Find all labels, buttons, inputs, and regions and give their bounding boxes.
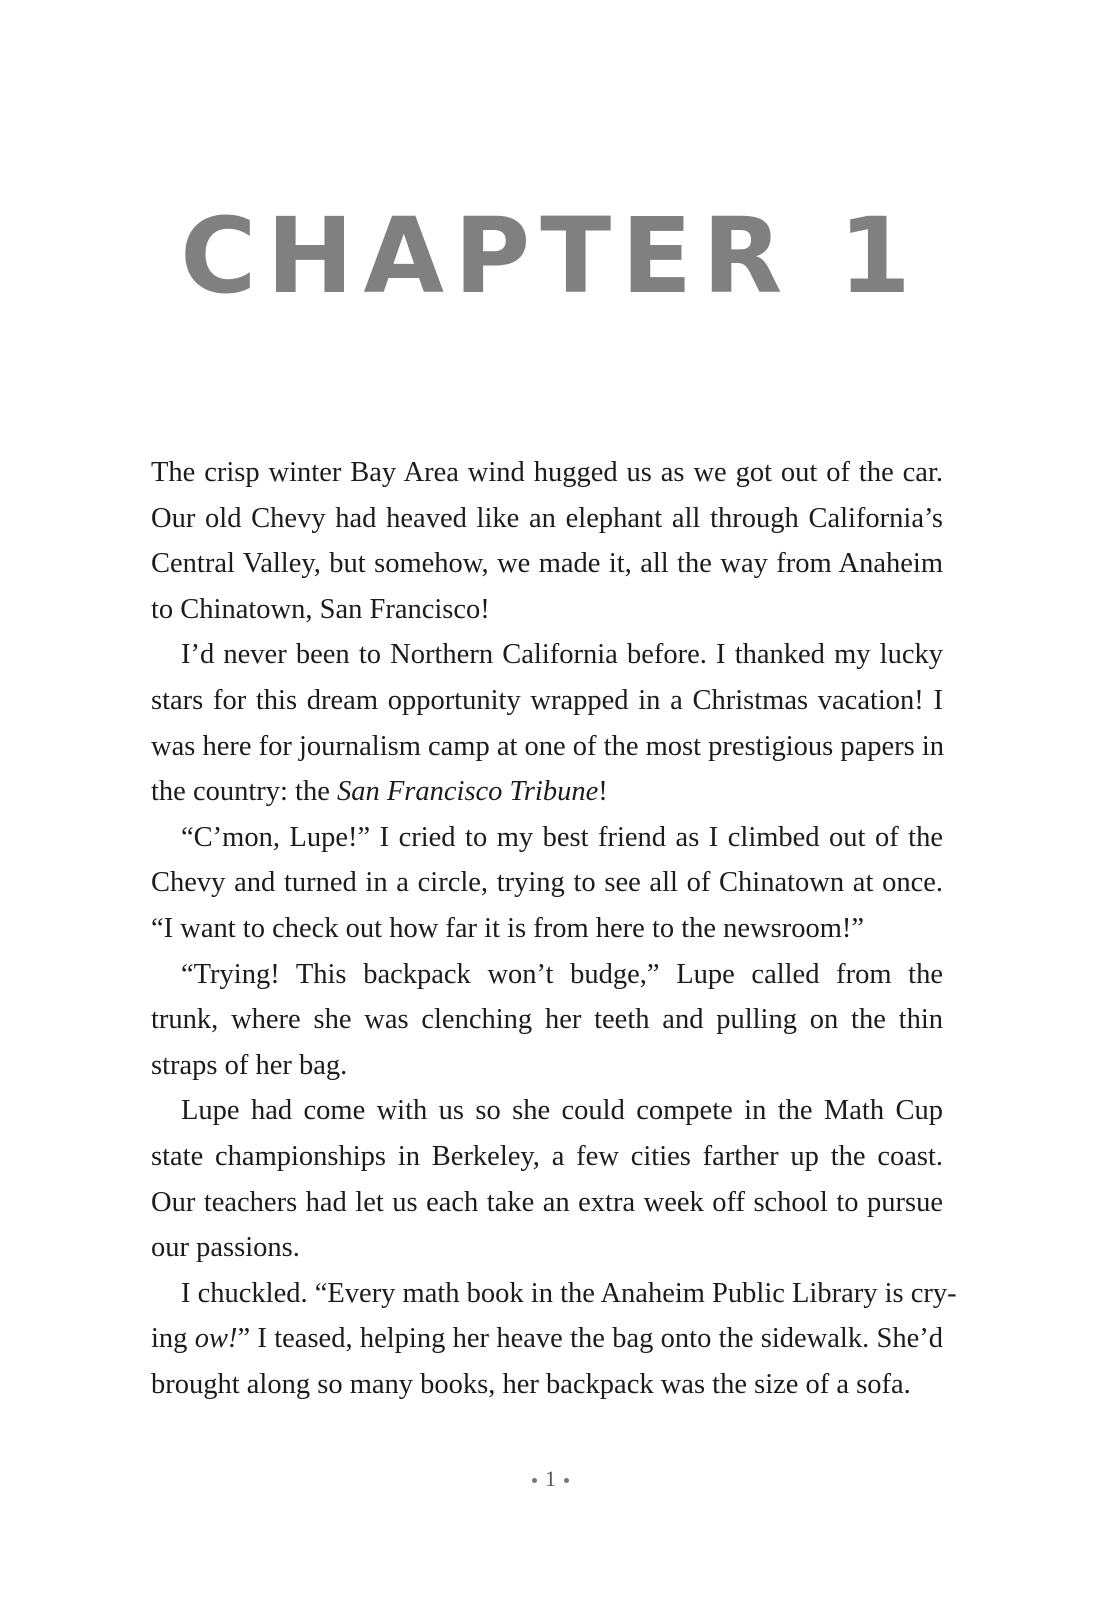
text-line: I’d never been to Northern California before. I thanked my lucky [181, 639, 943, 671]
italic-text: ow! [194, 1323, 238, 1355]
text-line: trunk, where she was clenching her teeth and pulling on the thin [151, 1004, 943, 1036]
text-line: stars for this dream opportunity wrapped in a Christmas vacation! I [151, 684, 943, 716]
text-segment: ing [151, 1323, 195, 1355]
page-number: 1 [545, 1466, 556, 1491]
page-footer [0, 1464, 1101, 1494]
footer-dot-right [564, 1478, 569, 1483]
text-line: Lupe had come with us so she could compete in the Math Cup [181, 1095, 943, 1127]
text-line: Our teachers had let us each take an extra week off school to pursue [151, 1186, 943, 1218]
footer-dot-left [532, 1478, 537, 1483]
text-line: The crisp winter Bay Area wind hugged us as we got out of the car. [151, 457, 943, 488]
text-line: I chuckled. “Every math book in the Anaheim Public Library is cry- [181, 1277, 957, 1309]
text-line: “Trying! This backpack won’t budge,” Lupe called from the [181, 958, 943, 990]
text-line: was here for journalism camp at one of the most prestigious papers in [151, 730, 945, 762]
text-segment: ! [598, 776, 608, 808]
text-line: Central Valley, but somehow, we made it, all the way from Anaheim [151, 548, 943, 580]
text-line: state championships in Berkeley, a few cities farther up the coast. [151, 1140, 943, 1172]
chapter-body-text [151, 450, 957, 1407]
text-line: brought along so many books, her backpack was the size of a sofa. [151, 1368, 911, 1400]
text-line: Chevy and turned in a circle, trying to see all of Chinatown at once. [151, 867, 943, 899]
text-line: Our old Chevy had heaved like an elephant all through California’s [151, 502, 943, 534]
text-segment: the country: the [151, 776, 337, 808]
text-segment: ” I teased, helping her heave the bag onto the sidewalk. She’d [237, 1323, 943, 1355]
text-line: “C’mon, Lupe!” I cried to my best friend as I climbed out of the [181, 821, 943, 853]
text-line: straps of her bag. [151, 1049, 348, 1081]
text-line: “I want to check out how far it is from here to the newsroom!” [151, 912, 865, 944]
text-line: our passions. [151, 1232, 300, 1264]
text-line [151, 1316, 943, 1362]
chapter-heading: CHAPTER 1 [180, 195, 921, 317]
text-line [151, 769, 943, 815]
text-line: to Chinatown, San Francisco! [151, 593, 490, 625]
italic-text: San Francisco Tribune [337, 776, 599, 808]
